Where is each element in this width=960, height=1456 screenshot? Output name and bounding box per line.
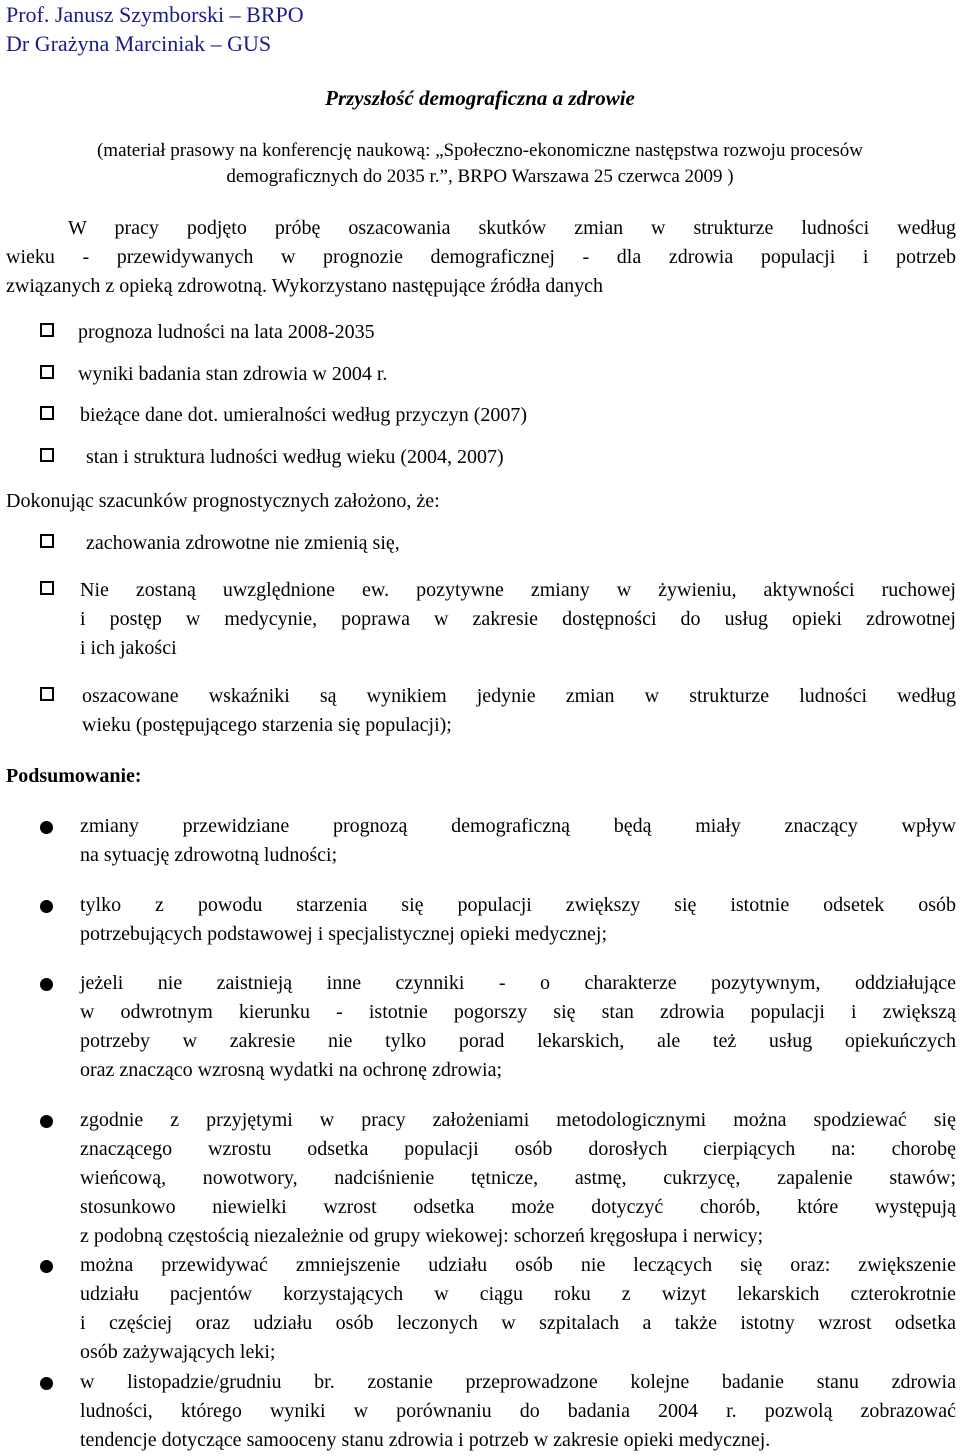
summary-line: można przewidywać zmniejszenie udziału osób nie leczących się oraz: zwiększenie bbox=[80, 1254, 956, 1276]
checkbox-square-icon bbox=[40, 406, 54, 420]
subtitle-line-1: (materiał prasowy na konferencję naukową: „Społeczno-ekonomiczne następstwa rozwoju procesów bbox=[96, 140, 864, 161]
checkbox-square-icon bbox=[40, 448, 54, 462]
summary-line: z podobną częstością niezależnie od grupy wiekowej: schorzeń kręgosłupa i nerwicy; bbox=[80, 1225, 764, 1247]
intro-paragraph bbox=[6, 214, 956, 301]
source-text: wyniki badania stan zdrowia w 2004 r. bbox=[78, 363, 388, 385]
summary-line: udziału pacjentów korzystających w ciągu roku z wizyt lekarskich czterokrotnie bbox=[80, 1283, 956, 1305]
assumption-line: i ich jakości bbox=[80, 637, 177, 659]
source-text: stan i struktura ludności według wieku (2004, 2007) bbox=[86, 446, 504, 468]
bullet-dot-icon bbox=[40, 900, 53, 913]
bullet-dot-icon bbox=[40, 978, 53, 991]
summary-line: i częściej oraz udziału osób leczonych w szpitalach a także istotny wzrost odsetka bbox=[80, 1312, 956, 1334]
summary-line: tendencje dotyczące samooceny stanu zdrowia i potrzeb w zakresie opieki medycznej. bbox=[80, 1429, 771, 1451]
assumption-line: zachowania zdrowotne nie zmienią się, bbox=[86, 532, 400, 554]
summary-line: osób zażywających leki; bbox=[80, 1341, 276, 1363]
source-text: prognoza ludności na lata 2008-2035 bbox=[78, 321, 375, 343]
source-text: bieżące dane dot. umieralności według przyczyn (2007) bbox=[80, 404, 528, 426]
intro-line: W pracy podjęto próbę oszacowania skutków zmian w strukturze ludności według bbox=[68, 217, 956, 239]
checkbox-square-icon bbox=[40, 687, 54, 701]
summary-line: potrzebujących podstawowej i specjalistycznej opieki medycznej; bbox=[80, 923, 608, 945]
summary-line: tylko z powodu starzenia się populacji zwiększy się istotnie odsetek osób bbox=[80, 894, 956, 916]
summary-line: stosunkowo niewielki wzrost odsetka może dotyczyć chorób, które występują bbox=[80, 1196, 956, 1218]
summary-item bbox=[40, 812, 956, 870]
bullet-dot-icon bbox=[40, 1260, 53, 1273]
intro-line: wieku - przewidywanych w prognozie demograficznej - dla zdrowia populacji i potrzeb bbox=[6, 246, 956, 268]
summary-line: na sytuację zdrowotną ludności; bbox=[80, 844, 338, 866]
summary-line: potrzeby w zakresie nie tylko porad lekarskich, ale też usług opiekuńczych bbox=[80, 1030, 956, 1052]
checkbox-square-icon bbox=[40, 581, 54, 595]
summary-item bbox=[40, 1106, 956, 1251]
assumption-line: Nie zostaną uwzględnione ew. pozytywne zmiany w żywieniu, aktywności ruchowej bbox=[80, 579, 956, 601]
bullet-dot-icon bbox=[40, 1115, 53, 1128]
summary-item bbox=[40, 1251, 956, 1367]
source-item bbox=[40, 318, 956, 347]
summary-line: zgodnie z przyjętymi w pracy założeniami metodologicznymi można spodziewać się bbox=[80, 1109, 956, 1131]
summary-line: jeżeli nie zaistnieją inne czynniki - o charakterze pozytywnym, oddziałujące bbox=[80, 972, 956, 994]
author-1: Prof. Janusz Szymborski – BRPO bbox=[6, 2, 304, 27]
assumption-line: wieku (postępującego starzenia się populacji); bbox=[82, 714, 452, 736]
checkbox-square-icon bbox=[40, 534, 54, 548]
bullet-dot-icon bbox=[40, 1377, 53, 1390]
checkbox-square-icon bbox=[40, 323, 54, 337]
assumption-item bbox=[40, 576, 956, 663]
assumption-line: i postęp w medycynie, poprawa w zakresie dostępności do usług opieki zdrowotnej bbox=[80, 608, 956, 630]
source-item bbox=[40, 443, 956, 472]
bullet-dot-icon bbox=[40, 821, 53, 834]
assumptions-intro: Dokonując szacunków prognostycznych założono, że: bbox=[6, 490, 440, 512]
checkbox-square-icon bbox=[40, 365, 54, 379]
summary-line: w odwrotnym kierunku - istotnie pogorszy się stan zdrowia populacji i zwiększą bbox=[80, 1001, 956, 1023]
document-title: Przyszłość demograficzna a zdrowie bbox=[325, 86, 635, 110]
summary-line: znaczącego wzrostu odsetka populacji osób dorosłych cierpiących na: chorobę bbox=[80, 1138, 956, 1160]
assumption-line: oszacowane wskaźniki są wynikiem jedynie zmian w strukturze ludności według bbox=[82, 685, 956, 707]
subtitle-line-2: demograficznych do 2035 r.”, BRPO Warszawa 25 czerwca 2009 ) bbox=[226, 166, 734, 187]
summary-item bbox=[40, 1368, 956, 1455]
summary-heading: Podsumowanie: bbox=[6, 765, 142, 787]
author-2: Dr Grażyna Marciniak – GUS bbox=[6, 31, 272, 56]
source-item bbox=[40, 360, 956, 389]
summary-line: wieńcową, nowotwory, nadciśnienie tętnicze, astmę, cukrzycę, zapalenie stawów; bbox=[80, 1167, 956, 1189]
summary-line: zmiany przewidziane prognozą demograficzną będą miały znaczący wpływ bbox=[80, 815, 956, 837]
summary-line: ludności, którego wyniki w porównaniu do badania 2004 r. pozwolą zobrazować bbox=[80, 1400, 956, 1422]
summary-item bbox=[40, 969, 956, 1085]
intro-line: związanych z opieką zdrowotną. Wykorzystano następujące źródła danych bbox=[6, 275, 604, 297]
summary-item bbox=[40, 891, 956, 949]
summary-line: w listopadzie/grudniu br. zostanie przeprowadzone kolejne badanie stanu zdrowia bbox=[80, 1371, 956, 1393]
source-item bbox=[40, 401, 956, 430]
summary-line: oraz znacząco wzrosną wydatki na ochronę zdrowia; bbox=[80, 1059, 503, 1081]
assumption-item bbox=[40, 682, 956, 740]
assumption-item bbox=[40, 529, 956, 558]
